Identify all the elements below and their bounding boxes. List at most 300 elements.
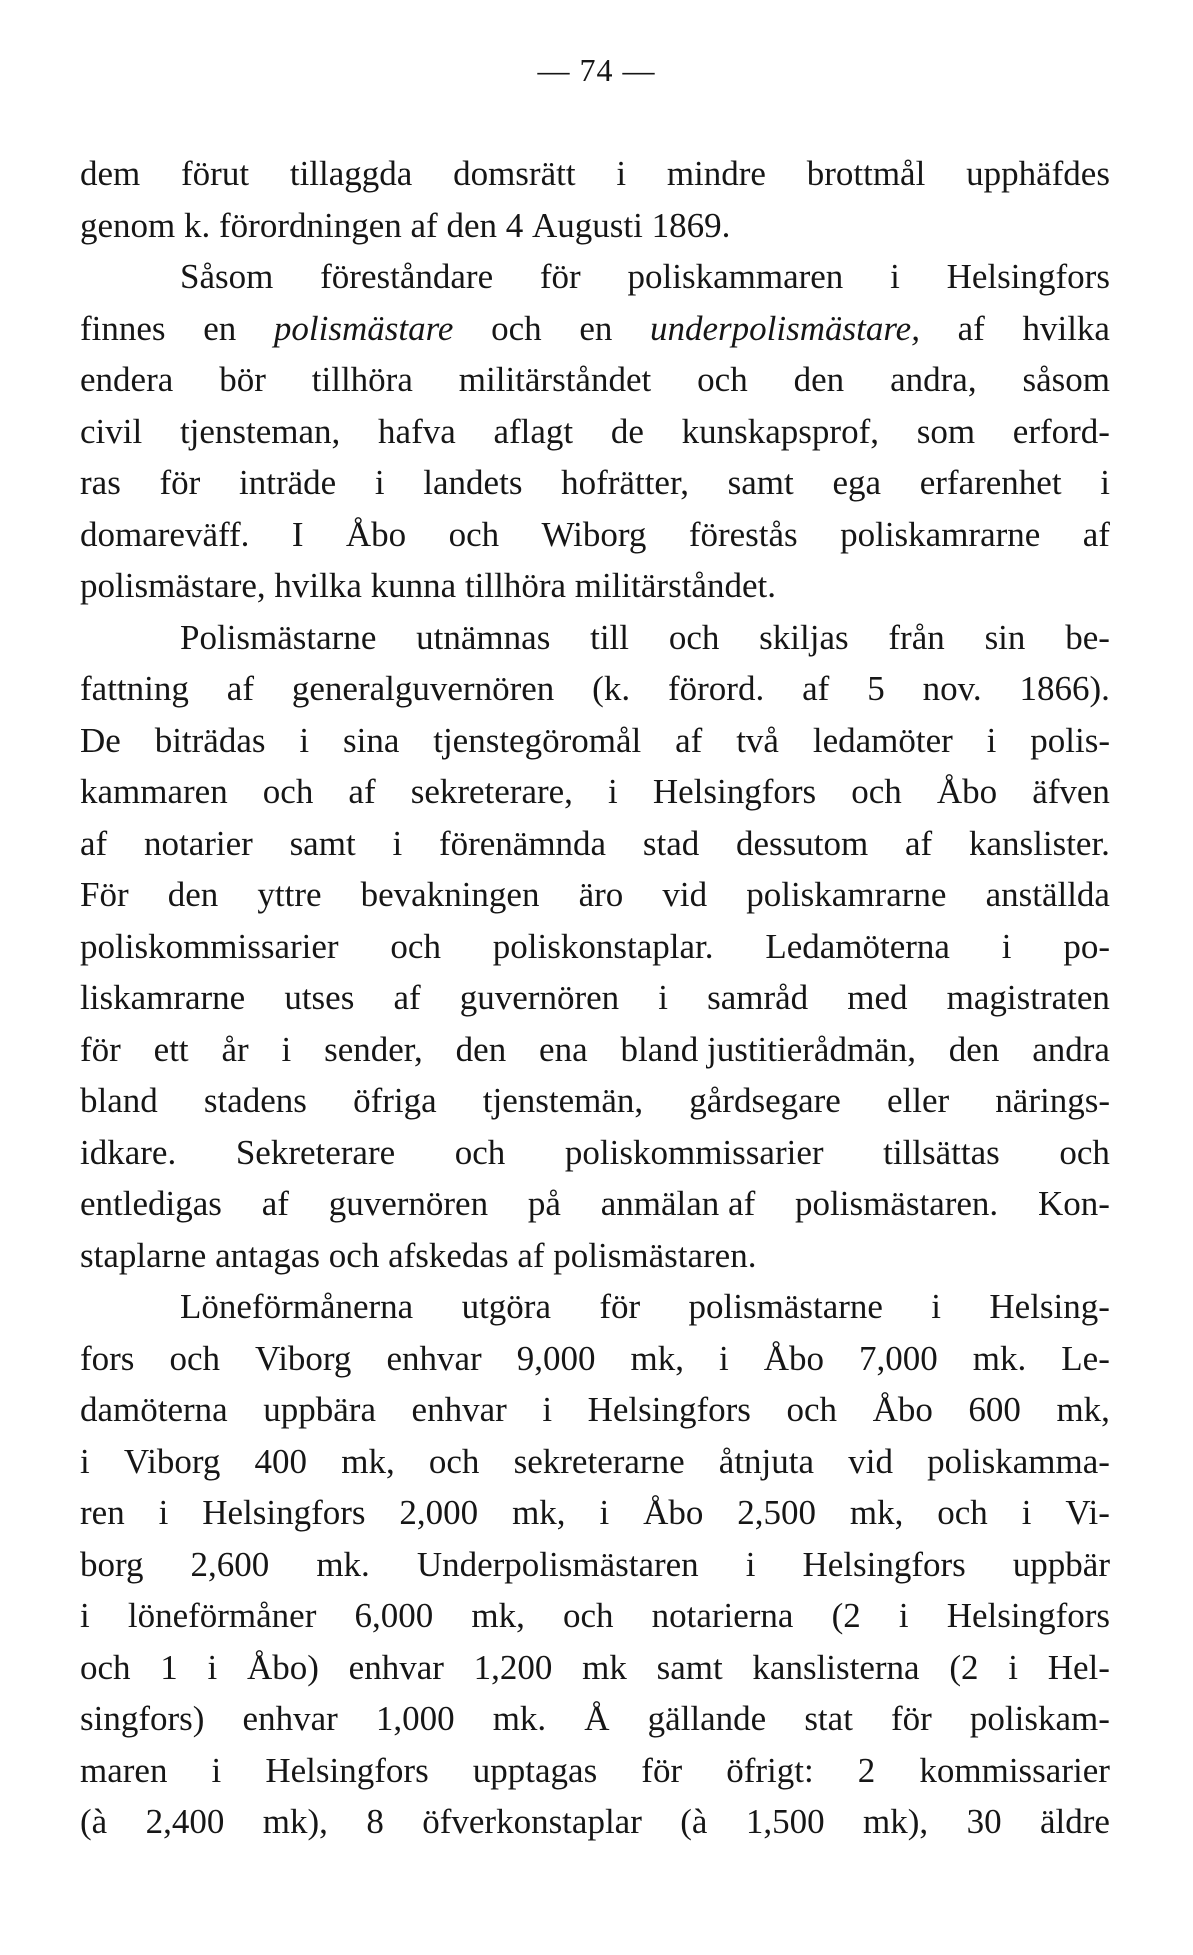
word: polismästaren. [795, 1184, 999, 1223]
word: militärståndet [458, 360, 652, 399]
word: åtnjuta [718, 1441, 815, 1481]
word: finnes [80, 308, 166, 348]
text-line [80, 1075, 1110, 1127]
word: poliskamrarne [840, 514, 1041, 554]
word: poliskonstaplar. [492, 926, 714, 966]
word: Åbo [763, 1338, 824, 1378]
word: kommissarier [919, 1750, 1110, 1790]
word: i [658, 978, 668, 1017]
word: biträdas [154, 720, 266, 760]
word: Helsingfors [946, 257, 1110, 296]
word: enhvar [411, 1390, 507, 1429]
word: 2,600 [190, 1544, 270, 1584]
word: ledamöter [812, 720, 953, 760]
word: Helsing- [989, 1287, 1110, 1326]
word: tillaggda [289, 154, 413, 193]
word: två [736, 720, 779, 760]
word: i [931, 1287, 942, 1326]
word: (2 [831, 1596, 861, 1635]
text-line [80, 251, 1110, 303]
word: den [793, 360, 845, 399]
word: Viborg [255, 1338, 352, 1378]
word: samt [656, 1647, 723, 1687]
word: på [527, 1184, 561, 1223]
word: 2,400 [145, 1802, 225, 1841]
word: Sekreterare [235, 1132, 396, 1172]
word: mk, [341, 1441, 395, 1481]
text-line [80, 1127, 1110, 1179]
word: ett [153, 1029, 189, 1069]
word: eller [886, 1081, 950, 1120]
word: 6,000 [354, 1596, 434, 1635]
text-line [80, 715, 1110, 767]
word: Helsingfors [652, 772, 817, 811]
word: brottmål [806, 154, 926, 193]
word: och [448, 514, 500, 554]
word: landets [423, 463, 523, 502]
word: bland justitierådmän, [620, 1029, 916, 1069]
word: 1,000 [375, 1699, 455, 1738]
word: k. [184, 205, 211, 245]
word: aflagt [493, 411, 574, 451]
word: i [890, 257, 900, 296]
text-line [80, 1590, 1110, 1642]
word: Helsingfors [202, 1493, 366, 1532]
word: För [80, 875, 129, 914]
word: Helsingfors [265, 1750, 429, 1790]
word: 400 [254, 1441, 308, 1481]
word: 1866). [1019, 669, 1110, 708]
word: sender, [324, 1029, 423, 1069]
word: uppbär [1012, 1544, 1110, 1584]
word: 30 [966, 1802, 1002, 1841]
word: guvernören [459, 978, 620, 1017]
word: mk, [849, 1493, 904, 1532]
word: andra, [890, 360, 977, 399]
word: i [898, 1596, 909, 1635]
word: 8 [366, 1802, 384, 1841]
word: 1,500 [745, 1802, 825, 1841]
word: samt [727, 463, 794, 502]
word: notarier [143, 823, 253, 863]
word: Löneförmånerna [180, 1287, 414, 1326]
text-line [80, 1745, 1110, 1797]
word: och [454, 1132, 506, 1172]
word: såsom [1022, 360, 1110, 399]
word: 1,200 [473, 1647, 553, 1687]
word: Polismästarne [180, 617, 377, 657]
word: mk. [972, 1338, 1027, 1378]
word: den [948, 1029, 1000, 1069]
text-line [80, 1333, 1110, 1385]
word: i [80, 1596, 90, 1635]
word: poliskommissarier [564, 1132, 824, 1172]
word: Vi- [1065, 1493, 1110, 1532]
word: guvernören [328, 1184, 489, 1223]
word: Kon- [1037, 1184, 1110, 1223]
word: endera [80, 360, 174, 399]
word: förestås [688, 514, 798, 554]
text-line [80, 200, 1110, 252]
word: polis- [1030, 720, 1110, 760]
word: och [668, 617, 720, 657]
word: singfors) [80, 1699, 205, 1738]
word: 2 [857, 1750, 876, 1790]
text-line [80, 1539, 1110, 1591]
word: förord. [667, 669, 765, 708]
word: mk), [262, 1802, 328, 1841]
text-line [80, 1178, 1110, 1230]
word: bevakningen [360, 875, 540, 914]
word: samt [289, 823, 356, 863]
word: afskedas [388, 1235, 509, 1275]
word: enhvar [242, 1699, 338, 1738]
word: civil [80, 411, 143, 451]
word: Helsingfors [802, 1544, 966, 1584]
word: anställda [985, 875, 1110, 914]
word: tillhöra [464, 566, 567, 605]
word: De [80, 720, 121, 760]
word: i [281, 1029, 292, 1069]
word: Helsingfors [587, 1390, 751, 1429]
word: och [328, 1235, 380, 1275]
word: fattning [80, 669, 189, 708]
word: po- [1063, 926, 1110, 966]
word: polismästarne [688, 1287, 883, 1326]
word: Såsom [180, 257, 274, 296]
word: domareväff. [80, 514, 250, 554]
word: kanslisterna [752, 1647, 920, 1687]
word: utnämnas [416, 617, 551, 657]
word: öfrigt: [726, 1750, 814, 1790]
word: polismästare, [80, 566, 266, 605]
word: i [207, 1647, 218, 1687]
word: i [986, 720, 997, 760]
word: upphäfdes [966, 154, 1110, 193]
word: öfverkonstaplar [422, 1802, 642, 1841]
word: af [393, 978, 421, 1017]
word: af [348, 772, 376, 811]
word: 4 [505, 205, 524, 245]
word: af [410, 205, 438, 245]
word: i [1100, 463, 1110, 502]
word: Ledamöterna [765, 926, 950, 966]
word: mk, [471, 1596, 525, 1635]
word: och [491, 308, 542, 348]
word: stad [642, 823, 700, 863]
word: yttre [257, 875, 322, 914]
word: i [1021, 1493, 1032, 1532]
word: gällande [647, 1699, 767, 1738]
word: löneförmåner [127, 1596, 317, 1635]
word: domsrätt [453, 154, 576, 193]
word: tillsättas [883, 1132, 1000, 1172]
word: förordningen [219, 205, 402, 245]
text-line [80, 1024, 1110, 1076]
word: af [261, 1184, 289, 1223]
word: i [158, 1493, 169, 1532]
word: i [616, 154, 627, 193]
word: i [80, 1441, 90, 1481]
word: i [542, 1390, 553, 1429]
text-line [80, 509, 1110, 561]
word: magistraten [946, 978, 1110, 1017]
text-line [80, 1487, 1110, 1539]
word: tillhöra [311, 360, 413, 399]
word: tjensteman, [179, 411, 341, 451]
word: (à [680, 1802, 708, 1841]
word: i [374, 463, 385, 502]
word: maren [80, 1750, 168, 1790]
text-line [80, 1436, 1110, 1488]
word: i [211, 1750, 222, 1790]
word: i [608, 772, 618, 811]
word: 7,000 [859, 1338, 938, 1378]
word: ren [80, 1493, 125, 1532]
word: i [745, 1544, 756, 1584]
text-line [80, 663, 1110, 715]
word: samråd [707, 978, 809, 1017]
word: och [80, 1647, 131, 1687]
word: och [851, 772, 902, 811]
word: bland [80, 1081, 158, 1120]
word: poliskommissarier [80, 926, 339, 966]
word: Å [584, 1699, 610, 1738]
word: liskamrarne [80, 978, 246, 1017]
word: entledigas [80, 1184, 222, 1223]
word: anmälan af [600, 1184, 756, 1223]
text-line [80, 1642, 1110, 1694]
word: generalguvernören [291, 669, 555, 708]
word: Åbo [643, 1493, 704, 1532]
word: som [916, 411, 976, 451]
word: i [599, 1493, 610, 1532]
word: ega [832, 463, 882, 502]
word: af [905, 823, 933, 863]
word: kunskapsprof, [681, 411, 879, 451]
text-line [80, 921, 1110, 973]
word: i [718, 1338, 729, 1378]
word: äldre [1039, 1802, 1110, 1841]
word: ras [80, 463, 121, 502]
word: ena [539, 1029, 588, 1069]
word: år [221, 1029, 249, 1069]
word: Augusti [532, 205, 643, 245]
word: den [446, 205, 497, 245]
word: i [299, 720, 310, 760]
word: förenämnda [438, 823, 607, 863]
word: för [80, 1029, 121, 1069]
word: notarierna [651, 1596, 794, 1635]
body-text [80, 148, 1110, 1848]
word: hvilka [1022, 308, 1110, 348]
word: af [80, 823, 108, 863]
text-line [80, 1384, 1110, 1436]
word: Viborg [123, 1441, 221, 1481]
word: kammaren [80, 772, 228, 811]
word: närings- [995, 1081, 1110, 1120]
word: vid [662, 875, 708, 914]
word: erford- [1012, 411, 1110, 451]
word: Helsingfors [946, 1596, 1110, 1635]
word: 1869. [651, 205, 731, 245]
word: mk, [630, 1338, 684, 1378]
word: mk), [863, 1802, 929, 1841]
word: utgöra [461, 1287, 551, 1326]
word: af [957, 308, 985, 348]
text-line [80, 1281, 1110, 1333]
text-line [80, 354, 1110, 406]
word: dem [80, 154, 141, 193]
word: och [937, 1493, 988, 1532]
word: af [1082, 514, 1110, 554]
word: idkare. [80, 1132, 177, 1172]
word: Åbo [345, 514, 407, 554]
word: damöterna [80, 1390, 228, 1429]
word: be- [1065, 617, 1110, 657]
word: borg [80, 1544, 144, 1584]
word: mk, [512, 1493, 566, 1532]
word: för [539, 257, 581, 296]
word: föreståndare [320, 257, 494, 296]
word: poliskammaren [627, 257, 844, 296]
word: genom [80, 205, 176, 245]
word: tjenstegöromål [433, 720, 642, 760]
word: sina [342, 720, 400, 760]
word: och [697, 360, 748, 399]
word: Le- [1061, 1338, 1110, 1378]
text-line [80, 766, 1110, 818]
text-line [80, 818, 1110, 870]
word: inträde [239, 463, 337, 502]
word: vid [848, 1441, 893, 1481]
word: enhvar [386, 1338, 482, 1378]
word: 600 [968, 1390, 1021, 1429]
word: för [159, 463, 201, 502]
text-line [80, 1693, 1110, 1745]
word: stadens [203, 1081, 307, 1120]
word: af [802, 669, 830, 708]
word: och [1059, 1132, 1110, 1172]
word: skiljas [759, 617, 849, 657]
word: upptagas [472, 1750, 598, 1790]
word: den [167, 875, 219, 914]
word: hvilka [274, 566, 362, 605]
word: och [786, 1390, 838, 1429]
word: erfarenhet [919, 463, 1062, 502]
word: mindre [666, 154, 766, 193]
word: (2 [949, 1647, 979, 1687]
word: poliskamma- [927, 1441, 1110, 1481]
word: mk [582, 1647, 627, 1687]
word: för [891, 1699, 932, 1738]
word: nov. [922, 669, 982, 708]
text-line [80, 560, 1110, 612]
word: mk. [316, 1544, 370, 1584]
word: 2,000 [399, 1493, 479, 1532]
page-number: — 74 — [537, 52, 656, 88]
word: polismästare [273, 308, 454, 348]
word: poliskam- [969, 1699, 1110, 1738]
word: militärståndet. [574, 566, 776, 605]
word: (à [80, 1802, 108, 1841]
word: (k. [592, 669, 631, 708]
word: till [590, 617, 630, 657]
word: förut [181, 154, 250, 193]
word: från [888, 617, 945, 657]
word: bör [219, 360, 266, 399]
word: och [390, 926, 441, 966]
word: och [169, 1338, 220, 1378]
word: och [428, 1441, 480, 1481]
word: mk, [1056, 1390, 1110, 1429]
word: Hel- [1047, 1647, 1110, 1687]
word: sekreterare, [410, 772, 573, 811]
word: Underpolismästaren [416, 1544, 699, 1584]
word: enhvar [348, 1647, 444, 1687]
word: polismästaren. [553, 1235, 757, 1275]
word: 1 [160, 1647, 178, 1687]
word: kunna [370, 566, 457, 605]
word: i [1001, 926, 1012, 966]
word: sekreterarne [513, 1441, 685, 1481]
word: öfriga [353, 1081, 437, 1120]
word: andra [1032, 1029, 1110, 1069]
word: dessutom [736, 823, 869, 863]
word: gårdsegare [689, 1081, 841, 1120]
word: en [203, 308, 237, 348]
word: I [291, 514, 304, 554]
text-line [80, 406, 1110, 458]
word: fors [80, 1338, 135, 1378]
word: af [675, 720, 703, 760]
word: Wiborg [541, 514, 647, 554]
word: i [392, 823, 403, 863]
word: Åbo) [246, 1647, 319, 1687]
word: underpolismästare, [650, 308, 920, 348]
word: med [847, 978, 908, 1017]
word: 9,000 [516, 1338, 596, 1378]
word: och [262, 772, 314, 811]
text-line [80, 1796, 1110, 1848]
word: och [562, 1596, 614, 1635]
word: tjenstemän, [482, 1081, 644, 1120]
word: kanslister. [968, 823, 1110, 863]
word: sin [984, 617, 1026, 657]
word: stat [804, 1699, 853, 1738]
word: äfven [1032, 772, 1110, 811]
word: för [641, 1750, 683, 1790]
word: för [599, 1287, 641, 1326]
text-line [80, 457, 1110, 509]
word: de [610, 411, 644, 451]
word: Åbo [872, 1390, 933, 1429]
text-line [80, 869, 1110, 921]
word: staplarne [80, 1235, 207, 1275]
text-line [80, 972, 1110, 1024]
word: utses [284, 978, 355, 1017]
word: 2,500 [737, 1493, 816, 1532]
word: hofrätter, [561, 463, 689, 502]
word: af [517, 1235, 545, 1275]
word: äro [578, 875, 624, 914]
word: en [579, 308, 613, 348]
text-line [80, 1230, 1110, 1282]
word: Åbo [936, 772, 998, 811]
text-line [80, 612, 1110, 664]
word: 5 [867, 669, 885, 708]
text-line [80, 148, 1110, 200]
